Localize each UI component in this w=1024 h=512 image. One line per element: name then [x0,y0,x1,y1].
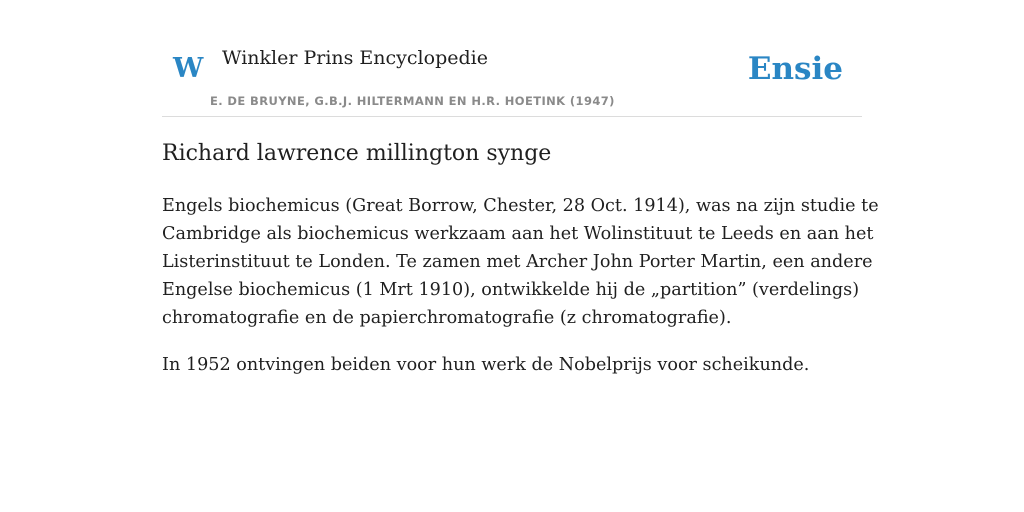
source-logo[interactable]: W [173,53,204,84]
source-title[interactable]: Winkler Prins Encyclopedie [222,47,488,69]
paragraph-line: Listerinstituut te Londen. Te zamen met Archer John Porter Martin, een andere [162,252,873,272]
article-paragraph [162,351,862,379]
article-paragraph [162,192,879,332]
paragraph-line: Cambridge als biochemicus werkzaam aan het Wolinstituut te Leeds en aan het [162,224,874,244]
article [162,138,879,379]
paragraph-line: chromatografie en de papierchromatografie (z chromatografie). [162,308,732,328]
article-body [162,192,879,379]
paragraph-line: In 1952 ontvingen beiden voor hun werk de Nobelprijs voor scheikunde. [162,355,810,375]
paragraph-line: Engels biochemicus (Great Borrow, Chester, 28 Oct. 1914), was na zijn studie te [162,196,879,216]
source-authors: E. DE BRUYNE, G.B.J. HILTERMANN EN H.R. HOETINK (1947) [210,94,615,108]
brand-logo-link[interactable]: Ensie [747,51,843,87]
paragraph-line: Engelse biochemicus (1 Mrt 1910), ontwikkelde hij de „partition” (verdelings) [162,280,860,300]
article-title: Richard lawrence millington synge [162,141,552,166]
source-header [162,0,862,117]
